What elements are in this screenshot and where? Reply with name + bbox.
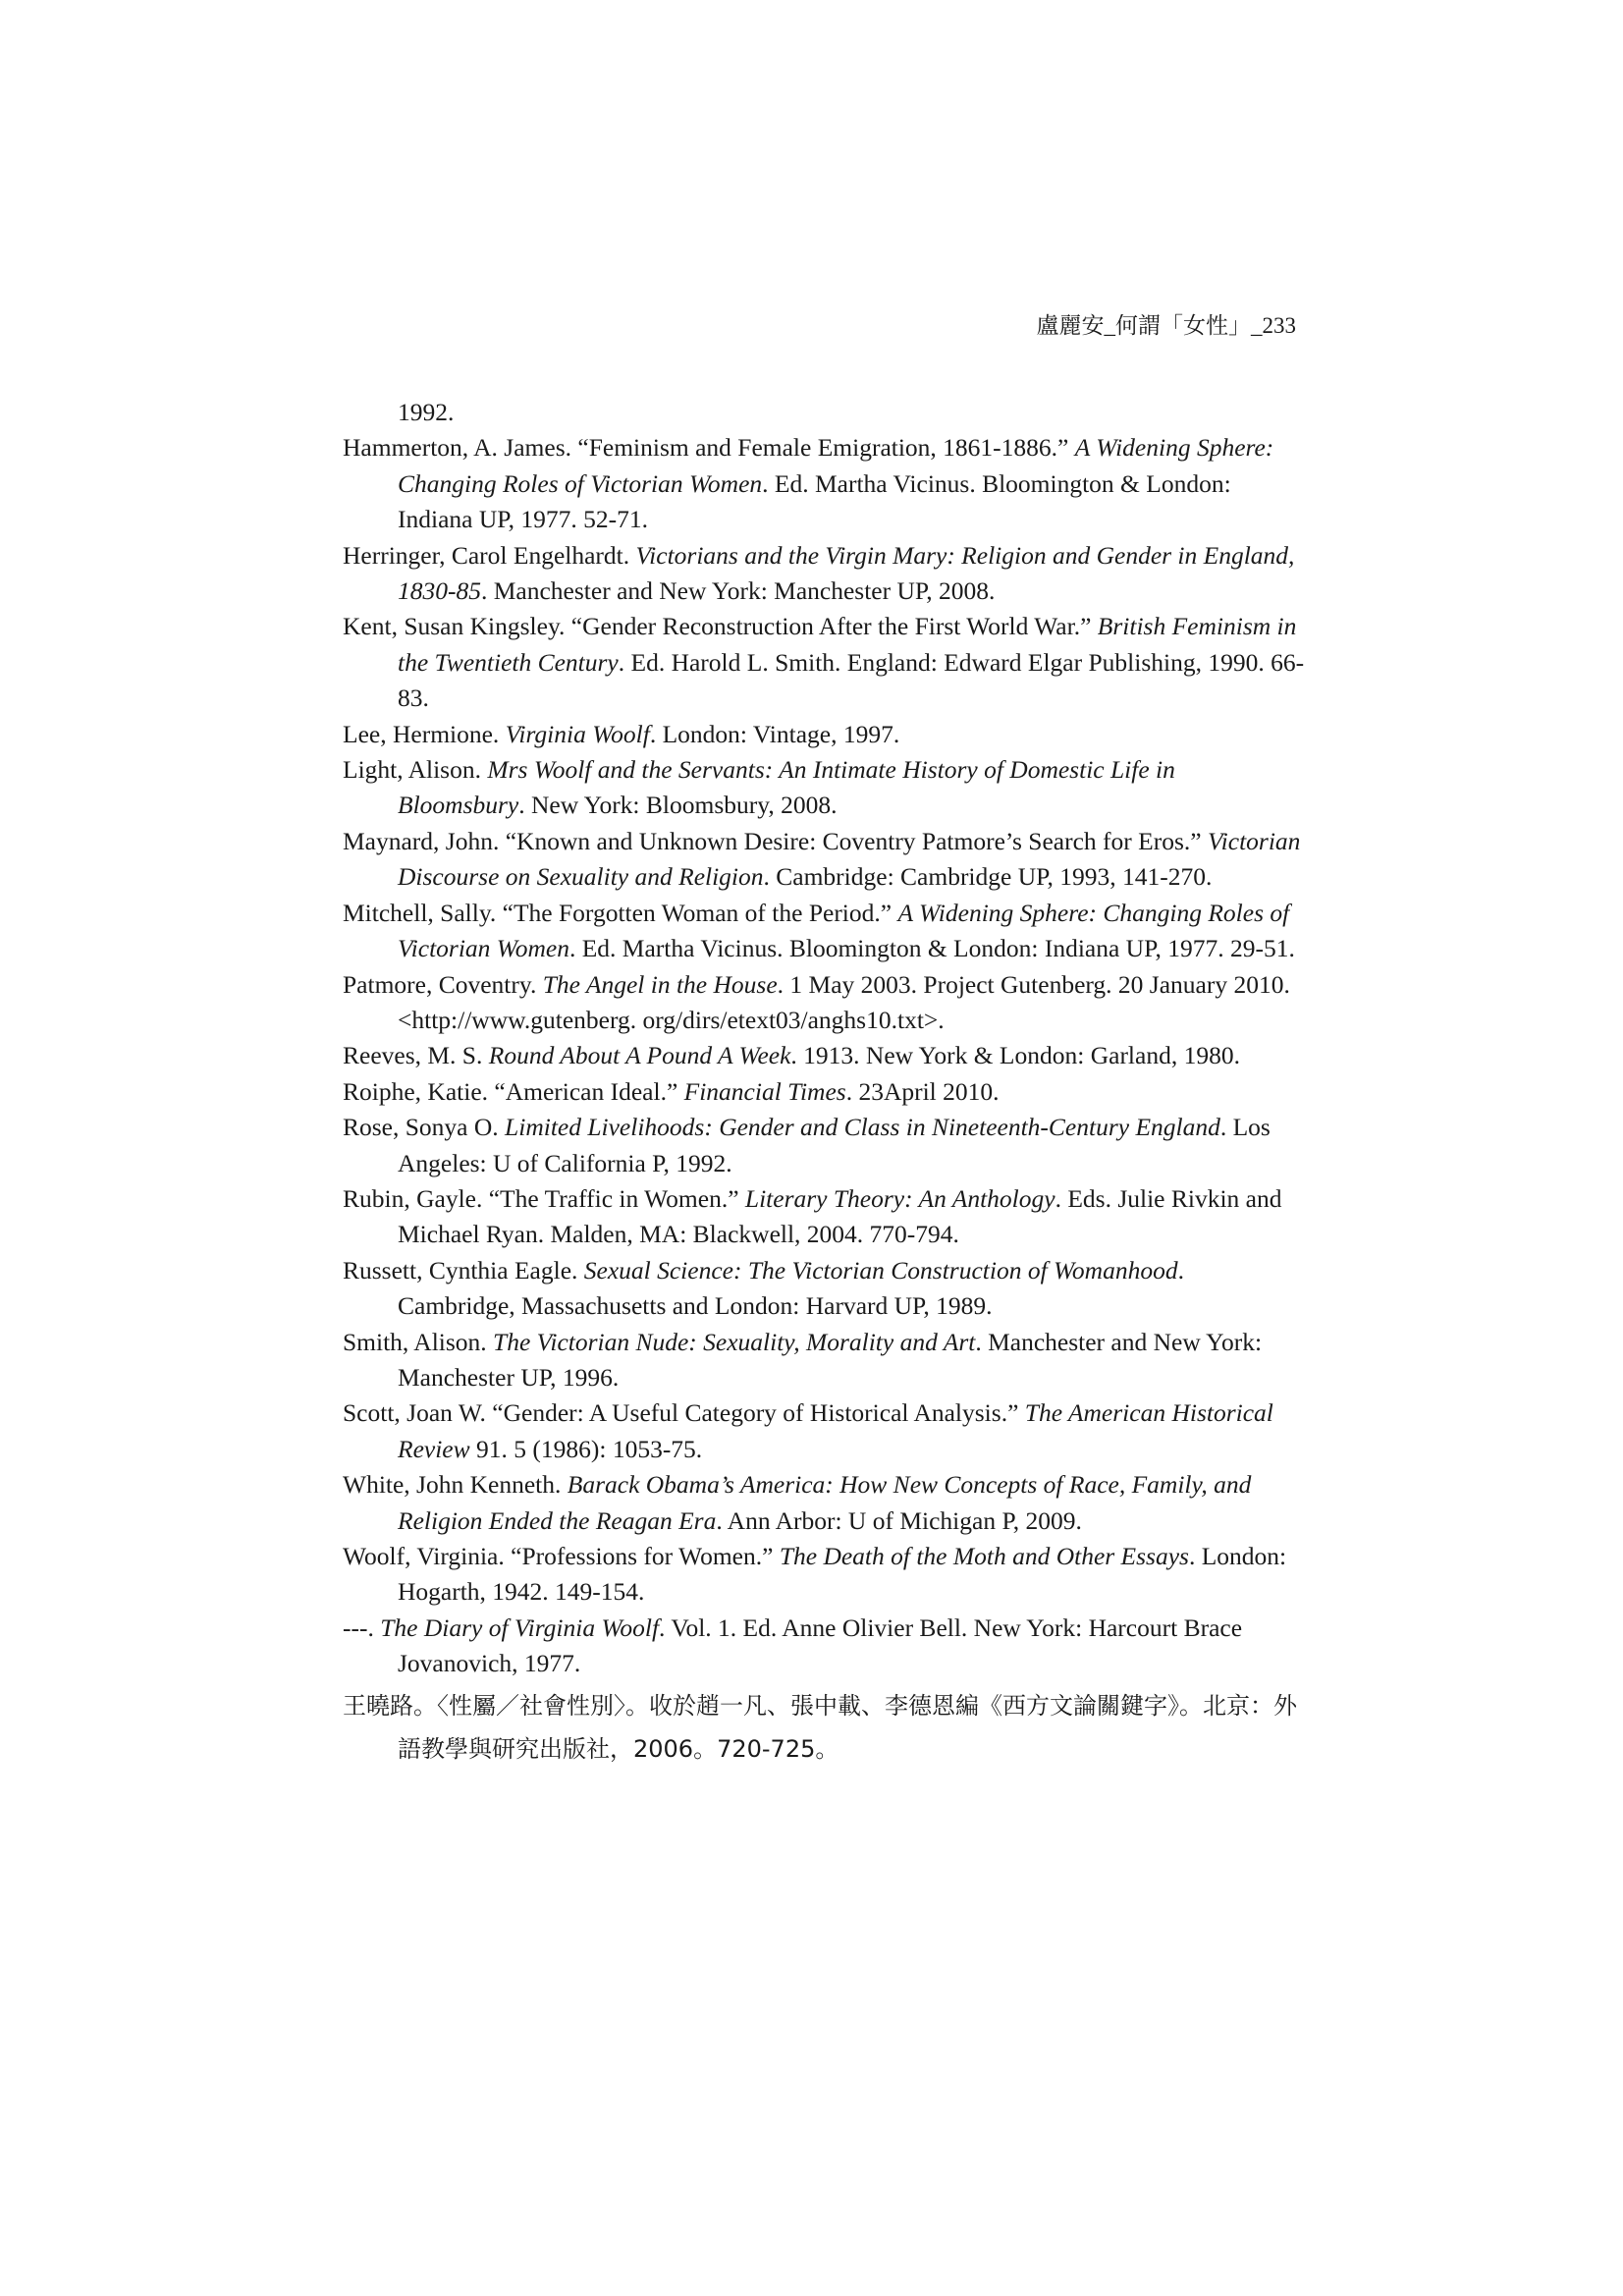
entry-text: . New York: Bloomsbury, 2008. bbox=[518, 791, 838, 820]
entry-title: Sexual Science: The Victorian Construction of Womanhood bbox=[583, 1255, 1178, 1285]
entry-title: The Victorian Nude: Sexuality, Morality and Art bbox=[493, 1327, 976, 1356]
entry-text: . Eds. Julie Rivkin and Michael Ryan. Malden, MA: Blackwell, 2004. 770-794. bbox=[398, 1183, 1282, 1249]
reference-entry bbox=[343, 430, 1305, 537]
entry-title: The Death of the Moth and Other Essays bbox=[779, 1542, 1189, 1570]
entry-text: Lee, Hermione. bbox=[343, 719, 506, 748]
reference-entry bbox=[343, 609, 1305, 716]
reference-entry bbox=[343, 1539, 1305, 1611]
entry-text: White, John Kenneth. bbox=[343, 1470, 568, 1500]
entry-text: . Vol. 1. Ed. Anne Olivier Bell. New York: Harcourt Brace Jovanovich, 1977. bbox=[398, 1613, 1243, 1678]
reference-entry bbox=[343, 1038, 1305, 1073]
running-header: 盧麗安_何謂「女性」_233 bbox=[1036, 313, 1296, 338]
entry-title: Mrs Woolf and the Servants: An Intimate History of Domestic Life in Bloomsbury bbox=[398, 755, 1175, 820]
reference-entry bbox=[343, 967, 1305, 1039]
entry-title: British Feminism in the Twentieth Century bbox=[398, 612, 1297, 677]
entry-text: Rose, Sonya O. bbox=[343, 1113, 506, 1142]
entry-text: . Manchester and New York: Manchester UP, 2008. bbox=[481, 576, 996, 606]
reference-entry bbox=[343, 1110, 1305, 1181]
entry-title: Victorian Discourse on Sexuality and Religion bbox=[398, 826, 1301, 892]
entry-text: Rubin, Gayle. “The Traffic in Women.” bbox=[343, 1183, 745, 1213]
entry-title: The Angel in the House bbox=[542, 969, 778, 999]
entry-text: . Ed. Harold L. Smith. England: Edward Elgar Publishing, 1990. 66-83. bbox=[398, 647, 1305, 713]
reference-entry bbox=[343, 1074, 1305, 1110]
entry-title: Victorians and the Virgin Mary: Religion and Gender in England, 1830-85 bbox=[398, 540, 1295, 606]
entry-text: . 23April 2010. bbox=[845, 1076, 1000, 1106]
entry-text: . London: Vintage, 1997. bbox=[649, 719, 900, 748]
entry-title: Round About A Pound A Week bbox=[488, 1041, 791, 1070]
reference-entry bbox=[343, 824, 1305, 896]
reference-entry bbox=[343, 1325, 1305, 1396]
reference-entry bbox=[343, 1181, 1305, 1253]
entry-title: The Diary of Virginia Woolf bbox=[380, 1613, 660, 1642]
entry-title: Barack Obama’s America: How New Concepts of Race, Family, and Religion Ended the Reagan Era bbox=[398, 1470, 1252, 1535]
reference-list bbox=[343, 395, 1305, 1771]
reference-entry bbox=[343, 717, 1305, 752]
entry-text: Reeves, M. S. bbox=[343, 1041, 489, 1070]
entry-text: . Ed. Martha Vicinus. Bloomington & London: Indiana UP, 1977. 29-51. bbox=[568, 934, 1295, 963]
entry-text: . London: Hogarth, 1942. 149-154. bbox=[398, 1542, 1287, 1607]
reference-entry bbox=[343, 1611, 1305, 1682]
entry-title: A Widening Sphere: Changing Roles of Victorian Women bbox=[398, 433, 1274, 498]
reference-continuation: 1992. bbox=[398, 398, 455, 426]
entry-text: Scott, Joan W. “Gender: A Useful Category of Historical Analysis.” bbox=[343, 1398, 1025, 1428]
entry-text: . 1 May 2003. Project Gutenberg. 20 January 2010. <http://www.gutenberg. org/dirs/etext03/anghs10.txt>. bbox=[398, 969, 1290, 1034]
entry-text: Smith, Alison. bbox=[343, 1327, 494, 1356]
entry-text: . Cambridge: Cambridge UP, 1993, 141-270. bbox=[763, 862, 1213, 892]
entry-text: . Cambridge, Massachusetts and London: Harvard UP, 1989. bbox=[398, 1255, 1184, 1321]
entry-text: . 1913. New York & London: Garland, 1980. bbox=[790, 1041, 1240, 1070]
reference-entry bbox=[343, 1253, 1305, 1325]
entry-text: Light, Alison. bbox=[343, 755, 488, 785]
entry-text: Roiphe, Katie. “American Ideal.” bbox=[343, 1076, 684, 1106]
entry-text: . Manchester and New York: Manchester UP, 1996. bbox=[398, 1327, 1263, 1392]
entry-text: . Los Angeles: U of California P, 1992. bbox=[398, 1113, 1271, 1177]
entry-text: Maynard, John. “Known and Unknown Desire: Coventry Patmore’s Search for Eros.” bbox=[343, 826, 1208, 855]
entry-title: Literary Theory: An Anthology bbox=[744, 1183, 1055, 1213]
entry-text: . Ann Arbor: U of Michigan P, 2009. bbox=[716, 1505, 1082, 1535]
entry-title: Limited Livelihoods: Gender and Class in Nineteenth-Century England bbox=[505, 1113, 1220, 1142]
entry-text: Kent, Susan Kingsley. “Gender Reconstruction After the First World War.” bbox=[343, 612, 1098, 641]
entry-text: Patmore, Coventry. bbox=[343, 969, 543, 999]
entry-text: Hammerton, A. James. “Feminism and Female Emigration, 1861-1886.” bbox=[343, 433, 1075, 463]
reference-entry bbox=[343, 1395, 1305, 1467]
entry-text: Russett, Cynthia Eagle. bbox=[343, 1255, 584, 1285]
entry-text: 91. 5 (1986): 1053-75. bbox=[469, 1434, 703, 1463]
entry-text: Herringer, Carol Engelhardt. bbox=[343, 540, 636, 570]
entry-text: Woolf, Virginia. “Professions for Women.” bbox=[343, 1542, 780, 1570]
reference-entry bbox=[343, 1467, 1305, 1539]
entry-text: . Ed. Martha Vicinus. Bloomington & London: Indiana UP, 1977. 52-71. bbox=[398, 468, 1231, 534]
entry-title: Financial Times bbox=[683, 1076, 846, 1106]
reference-entry-chinese: 王曉路。〈性屬／社會性別〉。收於趙一凡、張中載、李德恩編《西方文論關鍵字》。北京：外語教學與研究出版社，2006。720-725。 bbox=[343, 1691, 1297, 1763]
entry-title: The American Historical Review bbox=[398, 1398, 1273, 1463]
entry-text: ---. bbox=[343, 1613, 381, 1642]
reference-entry bbox=[343, 538, 1305, 610]
reference-entry bbox=[343, 896, 1305, 967]
entry-title: A Widening Sphere: Changing Roles of Victorian Women bbox=[398, 898, 1290, 963]
reference-entry bbox=[343, 752, 1305, 824]
entry-text: Mitchell, Sally. “The Forgotten Woman of the Period.” bbox=[343, 898, 898, 927]
entry-title: Virginia Woolf bbox=[505, 719, 650, 748]
